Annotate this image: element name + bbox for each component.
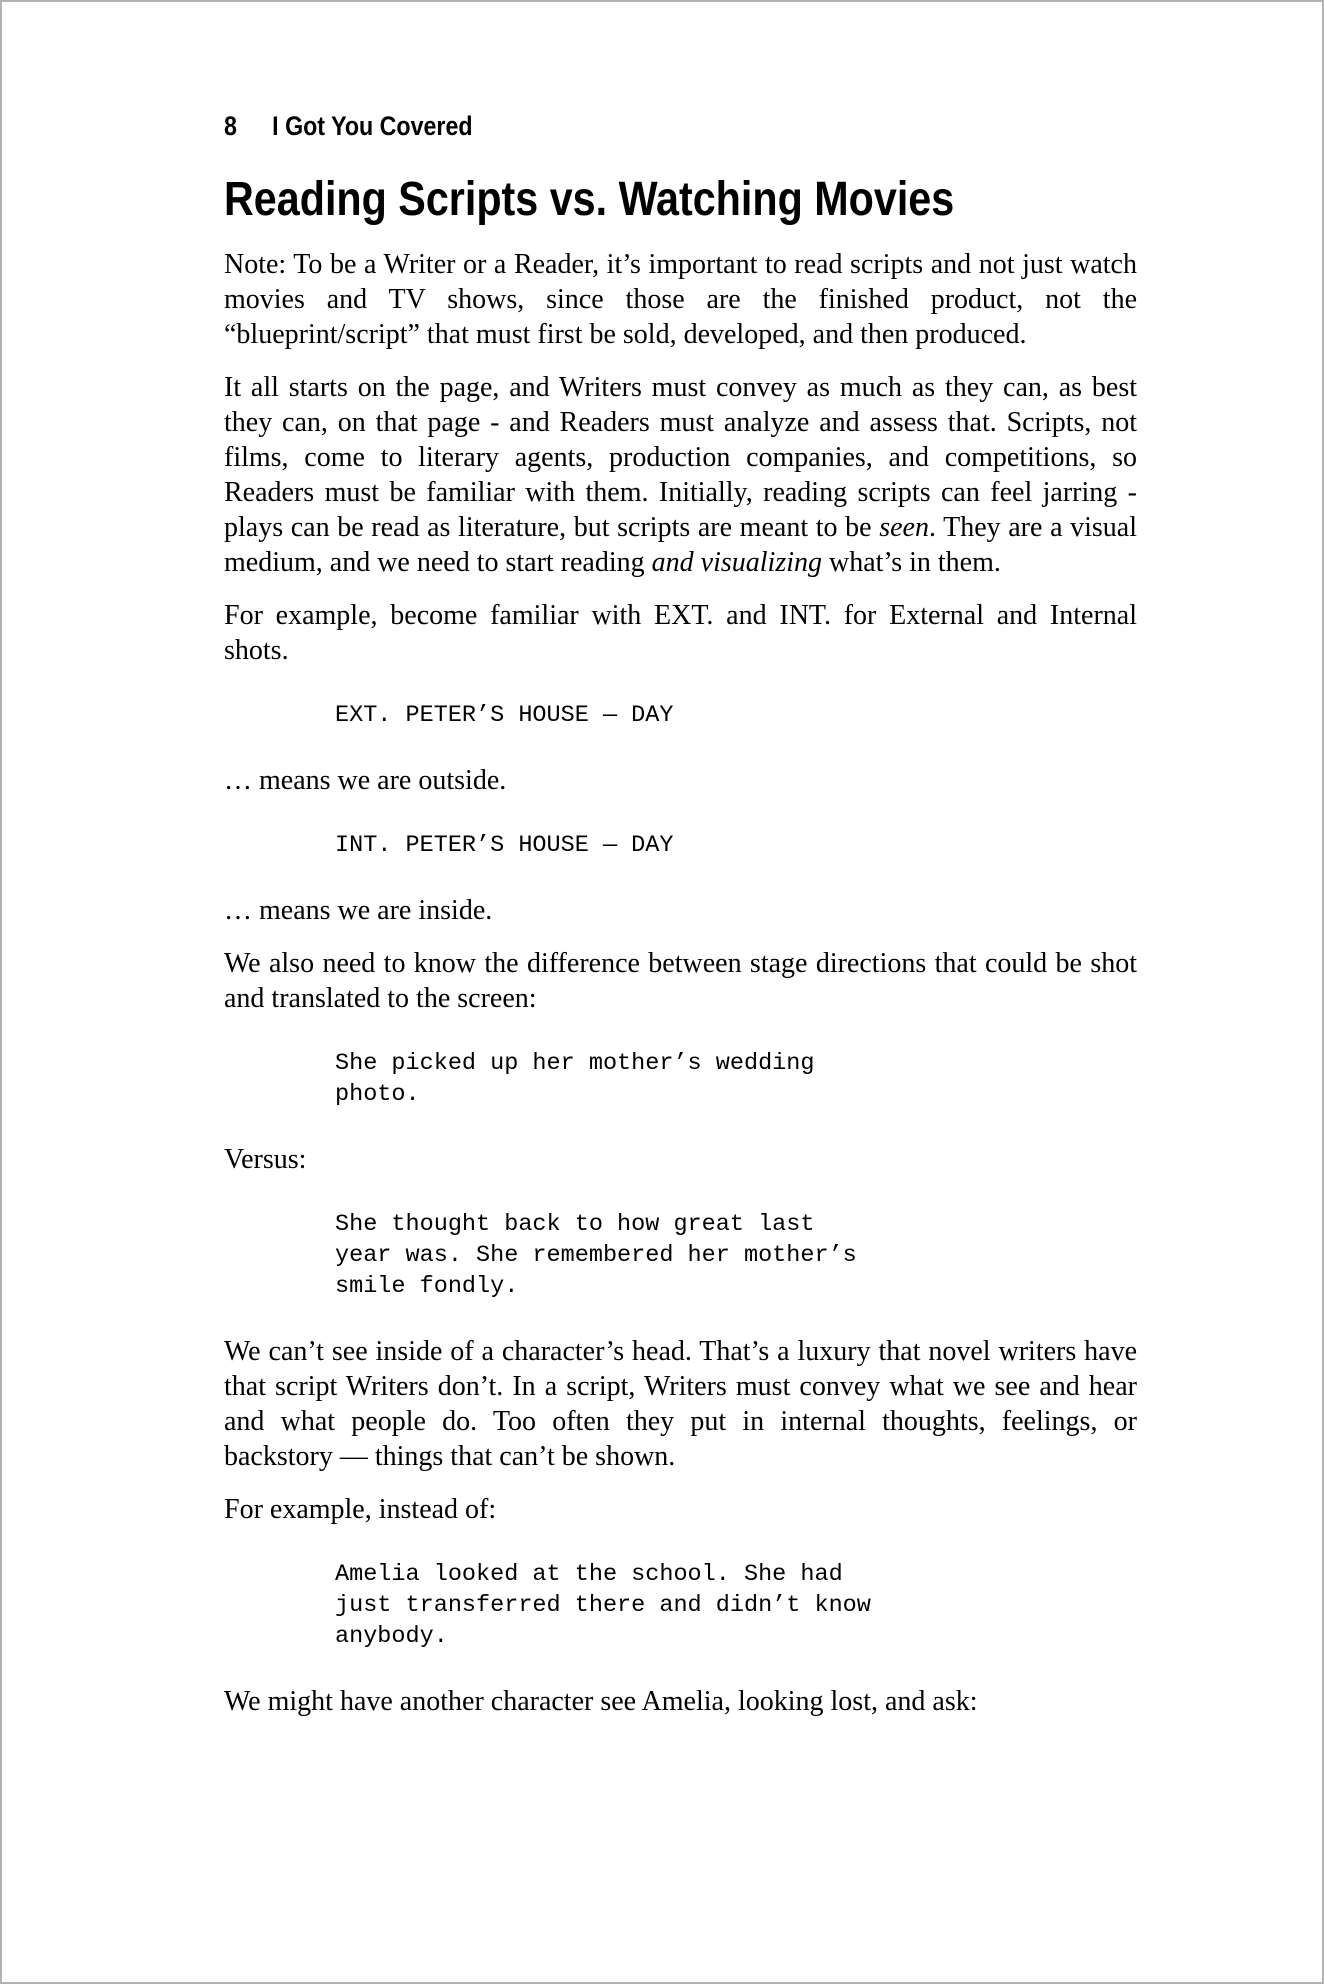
- page-content: [224, 108, 1137, 1719]
- paragraph-stage-directions: We also need to know the difference between stage directions that could be shot and translated to the screen:: [224, 948, 1137, 1014]
- paragraph-instead-of: For example, instead of:: [224, 1494, 497, 1525]
- running-head: [224, 108, 1009, 144]
- emphasis-seen: seen: [879, 512, 929, 543]
- text-run: . They are a visual medium, and we need to start reading: [224, 512, 1138, 578]
- paragraph-note: Note: To be a Writer or a Reader, it’s important to read scripts and not just watch movies and TV shows, since those are the finished product, not the “blueprint/script” that must first be sold, developed, and then produced.: [224, 249, 1137, 350]
- paragraph-starts-on-page: [224, 370, 1137, 580]
- text-run: what’s in them.: [822, 547, 1001, 578]
- page-number: 8: [224, 111, 237, 141]
- book-title: I Got You Covered: [272, 111, 473, 141]
- paragraph-outside: … means we are outside.: [224, 765, 507, 796]
- paragraph-inside: … means we are inside.: [224, 895, 493, 926]
- text-run: It all starts on the page, and Writers must convey as much as they can, as best they can, on that page - and Readers must analyze and assess that. Scripts, not films, come to literary agents, production companies, and competitions, so Readers must be familiar with them. Initially, reading scripts can feel jarring - plays can be read as literature, but scripts are meant to be: [224, 372, 1137, 543]
- script-excerpt-amelia: Amelia looked at the school. She had just transferred there and didn’t know anybody.: [335, 1561, 871, 1650]
- paragraph-example-intro: For example, become familiar with EXT. and INT. for External and Internal shots.: [224, 600, 1137, 666]
- paragraph-character-head: We can’t see inside of a character’s head. That’s a luxury that novel writers have that script Writers don’t. In a script, Writers must convey what we see and hear and what people do. Too often they put in internal thoughts, feelings, or backstory — things that can’t be shown.: [224, 1336, 1137, 1472]
- script-excerpt-ext: EXT. PETER’S HOUSE — DAY: [335, 702, 674, 729]
- script-excerpt-photo: She picked up her mother’s wedding photo.: [335, 1050, 815, 1108]
- paragraph-another-character: We might have another character see Amelia, looking lost, and ask:: [224, 1686, 978, 1717]
- emphasis-visualizing: and visualizing: [651, 547, 822, 578]
- script-excerpt-thought: She thought back to how great last year was. She remembered her mother’s smile fondly.: [335, 1211, 857, 1300]
- section-title: Reading Scripts vs. Watching Movies: [224, 173, 955, 226]
- paragraph-versus: Versus:: [224, 1144, 307, 1175]
- script-excerpt-int: INT. PETER’S HOUSE — DAY: [335, 832, 674, 859]
